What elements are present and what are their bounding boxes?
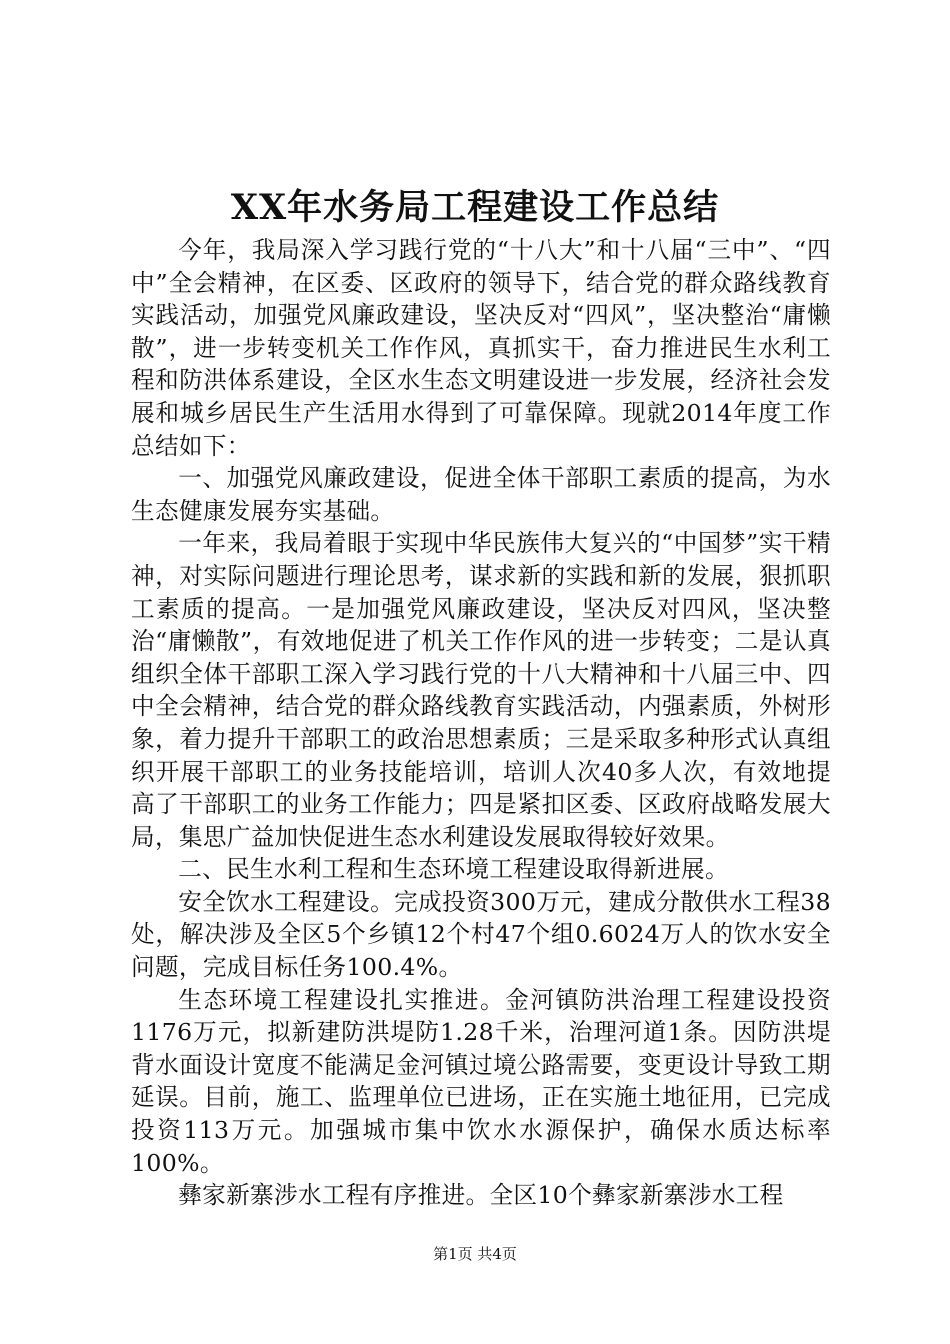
document-title: XX年水务局工程建设工作总结	[230, 187, 720, 228]
page-number-footer: 第1页 共4页	[433, 1245, 517, 1263]
paragraph-yi-village-projects: 彝家新寨涉水工程有序推进。全区10个彝家新寨涉水工程	[178, 1181, 784, 1210]
section-heading-2: 二、民生水利工程和生态环境工程建设取得新进展。	[178, 855, 729, 884]
paragraph-section-1: 一年来，我局着眼于实现中华民族伟大复兴的“中国梦”实干精神，对实际问题进行理论思考，谋求新的实践和新的发展，狠抓职工素质的提高。一是加强党风廉政建设，坚决反对四风，坚决整治“庸懒散”，有效地促进了机关工作作风的进一步转变；二是认真组织全体干部职工深入学习践行党的十八大精神和十八届三中、四中全会精神，结合党的群众路线教育实践活动，内强素质，外树形象，着力提升干部职工的政治思想素质；三是采取多种形式认真组织开展干部职工的业务技能培训，培训人次40多人次，有效地提高了干部职工的业务工作能力；四是紧扣区委、区政府战略发展大局，集思广益加快促进生态水利建设发展取得较好效果。	[131, 529, 831, 851]
document-body	[131, 234, 831, 1212]
paragraph-drinking-water: 安全饮水工程建设。完成投资300万元，建成分散供水工程38处，解决涉及全区5个乡镇12个村47个组0.6024万人的饮水安全问题，完成目标任务100.4%。	[131, 887, 831, 982]
section-heading-1: 一、加强党风廉政建设，促进全体干部职工素质的提高，为水生态健康发展夯实基础。	[131, 464, 831, 525]
paragraph-intro: 今年，我局深入学习践行党的“十八大”和十八届“三中”、“四中”全会精神，在区委、区政府的领导下，结合党的群众路线教育实践活动，加强党风廉政建设，坚决反对“四风”，坚决整治“庸懒散”，进一步转变机关工作作风，真抓实干，奋力推进民生水利工程和防洪体系建设，全区水生态文明建设进一步发展，经济社会发展和城乡居民生产生活用水得到了可靠保障。现就2014年度工作总结如下：	[131, 236, 831, 460]
paragraph-ecological-projects: 生态环境工程建设扎实推进。金河镇防洪治理工程建设投资1176万元，拟新建防洪堤防1.28千米，治理河道1条。因防洪堤背水面设计宽度不能满足金河镇过境公路需要，变更设计导致工期延误。目前，施工、监理单位已进场，正在实施土地征用，已完成投资113万元。加强城市集中饮水水源保护，确保水质达标率100%。	[131, 985, 831, 1177]
